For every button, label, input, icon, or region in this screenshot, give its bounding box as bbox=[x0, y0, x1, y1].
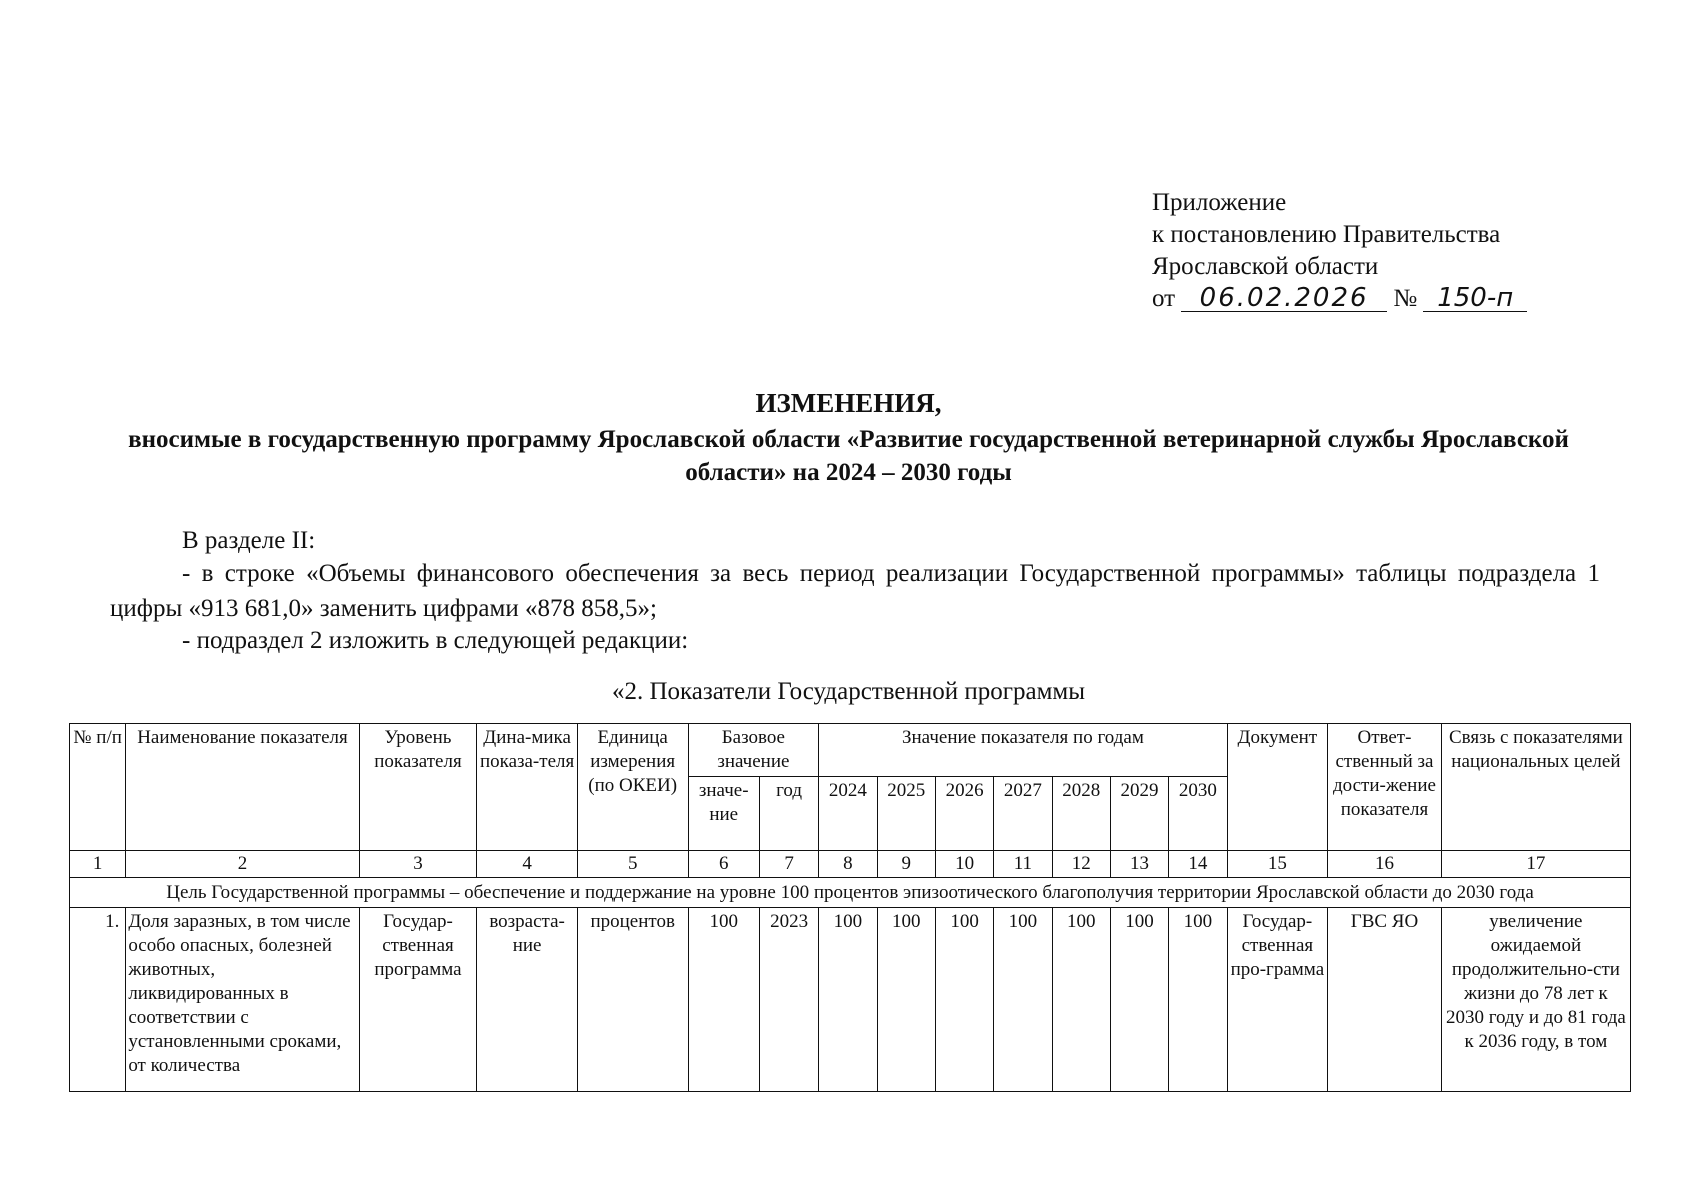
header-year: 2027 bbox=[994, 777, 1052, 851]
header-year: 2024 bbox=[819, 777, 877, 851]
header-document: Документ bbox=[1227, 724, 1328, 851]
subtitle-text: вносимые в государственную программу Ярославской области «Развитие государственной ветеринарной службы Ярославской области» на 2024 – 2030 годы bbox=[128, 426, 1569, 486]
header-year: 2028 bbox=[1052, 777, 1110, 851]
section-title: «2. Показатели Государственной программы bbox=[611, 678, 1086, 705]
column-number: 11 bbox=[994, 851, 1052, 878]
header-level: Уровень показателя bbox=[359, 724, 477, 851]
row-value-2026: 100 bbox=[935, 908, 993, 1092]
appendix-date-line bbox=[1152, 283, 1527, 315]
row-base-year: 2023 bbox=[759, 908, 818, 1092]
header-link: Связь с показателями национальных целей bbox=[1441, 724, 1630, 851]
column-number: 15 bbox=[1227, 851, 1328, 878]
column-numbers-row bbox=[70, 851, 1631, 878]
document-subtitle bbox=[0, 423, 1697, 489]
bullet-paragraph-2: - подраздел 2 изложить в следующей редакции: bbox=[182, 627, 689, 654]
header-row-1 bbox=[70, 724, 1631, 777]
column-number: 4 bbox=[477, 851, 578, 878]
column-number: 14 bbox=[1169, 851, 1227, 878]
column-number: 1 bbox=[70, 851, 126, 878]
column-number: 2 bbox=[126, 851, 359, 878]
header-year: 2025 bbox=[877, 777, 935, 851]
column-number: 7 bbox=[759, 851, 818, 878]
date-prefix: от bbox=[1152, 285, 1176, 312]
header-base: Базовое значение bbox=[688, 724, 819, 777]
row-value-2029: 100 bbox=[1110, 908, 1168, 1092]
column-number: 5 bbox=[577, 851, 688, 878]
handwritten-date: 06.02.2026 bbox=[1181, 285, 1387, 312]
row-level: Государ-ственная программа bbox=[359, 908, 477, 1092]
appendix-line-1: Приложение bbox=[1152, 189, 1287, 216]
header-name: Наименование показателя bbox=[126, 724, 359, 851]
column-number: 17 bbox=[1441, 851, 1630, 878]
row-link: увеличение ожидаемой продолжительно-сти жизни до 78 лет к 2030 году и до 81 года к 2036 году, в том bbox=[1441, 908, 1630, 1092]
header-base-year: год bbox=[759, 777, 818, 851]
header-year: 2026 bbox=[935, 777, 993, 851]
goal-text: Цель Государственной программы – обеспечение и поддержание на уровне 100 процентов эпизоотического благополучия территории Ярославской области до 2030 года bbox=[70, 878, 1631, 908]
handwritten-number: 150-п bbox=[1423, 285, 1527, 312]
row-value-2027: 100 bbox=[994, 908, 1052, 1092]
column-number: 6 bbox=[688, 851, 759, 878]
table-row bbox=[70, 908, 1631, 1092]
number-prefix: № bbox=[1393, 285, 1418, 312]
header-year: 2030 bbox=[1169, 777, 1227, 851]
row-base-value: 100 bbox=[688, 908, 759, 1092]
header-unit: Единица измерения (по ОКЕИ) bbox=[577, 724, 688, 851]
goal-row bbox=[70, 878, 1631, 908]
appendix-block bbox=[1152, 187, 1527, 315]
column-number: 3 bbox=[359, 851, 477, 878]
column-number: 12 bbox=[1052, 851, 1110, 878]
bullet-paragraph-1: - в строке «Объемы финансового обеспечения за весь период реализации Государственной программы» таблицы подраздела 1 цифры «913 681,0» заменить цифрами «878 858,5»; bbox=[110, 560, 1600, 622]
column-number: 16 bbox=[1328, 851, 1442, 878]
header-year: 2029 bbox=[1110, 777, 1168, 851]
row-value-2028: 100 bbox=[1052, 908, 1110, 1092]
document-title: ИЗМЕНЕНИЯ, bbox=[755, 388, 942, 418]
row-value-2024: 100 bbox=[819, 908, 877, 1092]
header-base-value: значе-ние bbox=[688, 777, 759, 851]
header-by-years: Значение показателя по годам bbox=[819, 724, 1227, 777]
row-responsible: ГВС ЯО bbox=[1328, 908, 1442, 1092]
header-responsible: Ответ-ственный за дости-жение показателя bbox=[1328, 724, 1442, 851]
row-unit: процентов bbox=[577, 908, 688, 1092]
row-no: 1. bbox=[70, 908, 126, 1092]
column-number: 8 bbox=[819, 851, 877, 878]
column-number: 10 bbox=[935, 851, 993, 878]
row-document: Государ-ственная про-грамма bbox=[1227, 908, 1328, 1092]
header-dynamics: Дина-мика показа-теля bbox=[477, 724, 578, 851]
column-number: 9 bbox=[877, 851, 935, 878]
appendix-line-3: Ярославской области bbox=[1152, 253, 1379, 280]
row-value-2030: 100 bbox=[1169, 908, 1227, 1092]
intro-paragraph: В разделе II: bbox=[182, 527, 316, 554]
header-no: № п/п bbox=[70, 724, 126, 851]
column-number: 13 bbox=[1110, 851, 1168, 878]
row-value-2025: 100 bbox=[877, 908, 935, 1092]
row-dynamics: возраста-ние bbox=[477, 908, 578, 1092]
appendix-line-2: к постановлению Правительства bbox=[1152, 221, 1501, 248]
indicators-table bbox=[69, 723, 1631, 1092]
row-name: Доля заразных, в том числе особо опасных, болезней животных, ликвидированных в соответствии с установленными сроками, от количества bbox=[126, 908, 359, 1092]
